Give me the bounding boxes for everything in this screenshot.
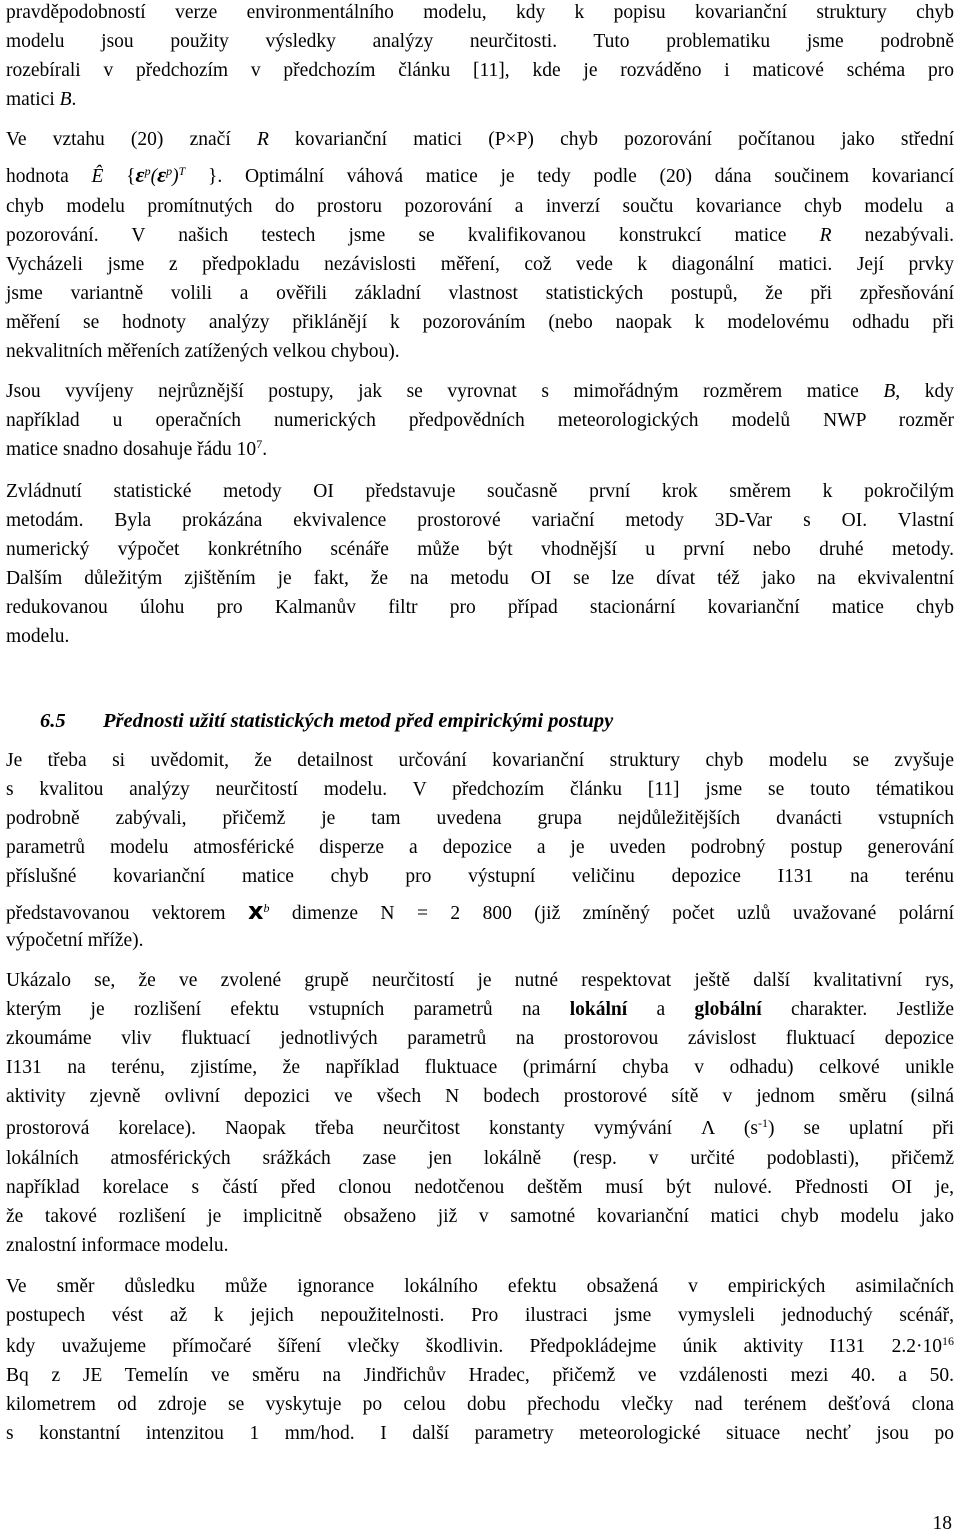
text-line: numerický výpočet konkrétního scénáře může být vhodnější u první nebo druhé metody. (6, 539, 954, 560)
matrix-symbol: R (256, 129, 269, 150)
text-line: s kvalitou analýzy neurčitostí modelu. V předchozím článku [11] jsme se touto tématikou (6, 779, 954, 800)
section-number: 6.5 (40, 710, 66, 732)
text-line: měření se hodnoty analýzy přiklánějí k pozorováním (nebo naopak k modelovému odhadu při (6, 312, 954, 333)
text-line: kdy uvažujeme přímočaré šíření vlečky škodlivin. Předpokládejme únik aktivity I131 $2.2\cdot 10^{16}$ (6, 1334, 954, 1357)
times-symbol: × (505, 129, 517, 150)
text-line: jsme variantně volili a ověřili základní vlastnost statistických postupů, že při zpřesňování (6, 283, 954, 304)
vector-symbol: x (248, 897, 264, 925)
text-line: prostorová korelace). Naopak třeba neurčitost konstanty vymývání Λ $(s^{-1})$ se uplatní při (6, 1116, 954, 1139)
text-line: že takové rozlišení je implicitně obsaženo již v samotné kovarianční matici chyb modelu jako (6, 1206, 954, 1227)
text-line: Bq z JE Temelín ve směru na Jindřichův Hradec, přičemž ve vzdálenosti mezi 40. a 50. (6, 1365, 954, 1386)
text-line: Jsou vyvíjeny nejrůznější postupy, jak se vyrovnat s mimořádným rozměrem matice B, kdy (6, 381, 954, 402)
text-line-formula: hodnota Ê {$\varepsilon^p(\varepsilon^p)^T$ }. Optimální váhová matice je tedy podle (20) dána součinem kovariancí (6, 162, 954, 187)
text-line: chyb modelu promítnutých do prostoru pozorování a inverzí součtu kovariance chyb modelu a (6, 196, 954, 217)
text-line: Je třeba si uvědomit, že detailnost určování kovarianční struktury chyb modelu se zvyšuje (6, 750, 954, 771)
text-line: metodám. Byla prokázána ekvivalence prostorové variační metody 3D-Var s OI. Vlastní (6, 510, 954, 531)
text-line: Vycházeli jsme z předpokladu nezávislosti měření, což vede k diagonální matici. Její prvky (6, 254, 954, 275)
text-line: rozebírali v předchozím v předchozím článku [11], kde je rozváděno i maticové schéma pro (6, 60, 954, 81)
text-line: modelu jsou použity výsledky analýzy neurčitosti. Tuto problematiku jsme podrobně (6, 31, 954, 52)
text-line: Zvládnutí statistické metody OI představuje současně první krok směrem k pokročilým (6, 481, 954, 502)
text-line: lokálních atmosférických srážkách zase jen lokálně (resp. v určité podoblasti), přičemž (6, 1148, 954, 1169)
text-line: kterým je rozlišení efektu vstupních parametrů na lokální a globální charakter. Jestliže (6, 999, 954, 1020)
text-line: podrobně zabývali, přičemž je tam uvedena grupa nejdůležitějších dvanácti vstupních (6, 808, 954, 829)
bold-term: globální (694, 999, 762, 1020)
text-line: například korelace s částí před clonou nedotčenou deštěm musí být nulové. Přednosti OI je, (6, 1177, 954, 1198)
text-line: matici B. (6, 89, 77, 110)
text-line: I131 na terénu, zjistíme, že například fluktuace (primární chyba v odhadu) celkové unikle (6, 1057, 954, 1078)
text-line: aktivity zjevně ovlivní depozici ve všech N bodech prostorové sítě v jednom směru (silná (6, 1086, 954, 1107)
text-line: Ve směr důsledku může ignorance lokálního efektu obsažená v empirických asimilačních (6, 1276, 954, 1297)
text-line: s konstantní intenzitou 1 mm/hod. I další parametry meteorologické situace nechť jsou po (6, 1423, 954, 1444)
epsilon-symbol: ε (135, 162, 145, 187)
text-line: Ve vztahu (20) značí R kovarianční matici (P×P) chyb pozorování počítanou jako střední (6, 129, 954, 150)
text-line: matice snadno dosahuje řádu $10^7$. (6, 437, 268, 460)
text-line-formula: představovanou vektorem $x^b$ dimenze N = 2 800 (již zmíněný počet uzlů uvažované polární (6, 897, 955, 925)
text-line: Ukázalo se, že ve zvolené grupě neurčitostí je nutné respektovat ještě další kvalitativní rys, (6, 970, 954, 991)
bold-term: lokální (569, 999, 628, 1020)
section-title: Přednosti užití statistických metod před empirickými postupy (103, 710, 614, 732)
text-line: nekvalitních měřeních zatížených velkou chybou). (6, 341, 400, 362)
matrix-symbol: B (883, 381, 896, 402)
text-line: příslušné kovarianční matice chyb pro výstupní veličinu depozice I131 na terénu (6, 866, 954, 887)
text-line: pozorování. V našich testech jsme se kvalifikovanou konstrukcí matice R nezabývali. (6, 225, 954, 246)
matrix-symbol: R (819, 225, 832, 246)
text-line: například u operačních numerických předpovědních meteorologických modelů NWP rozměr (6, 410, 954, 431)
text-line: pravděpodobností verze environmentálního modelu, kdy k popisu kovarianční struktury chyb (6, 2, 954, 23)
expectation-symbol: Ê (91, 166, 104, 187)
text-line: znalostní informace modelu. (6, 1235, 229, 1256)
matrix-symbol: B (59, 89, 72, 110)
text-line: Dalším důležitým zjištěním je fakt, že na metodu OI se lze dívat též jako na ekvivalentní (6, 568, 954, 589)
epsilon-symbol: ε (157, 162, 167, 187)
text-line: modelu. (6, 626, 70, 647)
text-line: postupech vést až k jejich nepoužitelnosti. Pro ilustraci jsme vymysleli jednoduchý scénář, (6, 1305, 954, 1326)
text-line: parametrů modelu atmosférické disperze a depozice a je uveden podrobný postup generování (6, 837, 954, 858)
text-line: redukovanou úlohu pro Kalmanův filtr pro případ stacionární kovarianční matice chyb (6, 597, 954, 618)
page-number: 18 (932, 1513, 952, 1534)
text-line: výpočetní mříže). (6, 930, 144, 951)
section-heading (40, 707, 613, 735)
text-line: kilometrem od zdroje se vyskytuje po celou dobu přechodu vlečky nad terénem dešťová clona (6, 1394, 954, 1415)
text-line: zkoumáme vliv fluktuací jednotlivých parametrů na prostorovou závislost fluktuací depozice (6, 1028, 954, 1049)
